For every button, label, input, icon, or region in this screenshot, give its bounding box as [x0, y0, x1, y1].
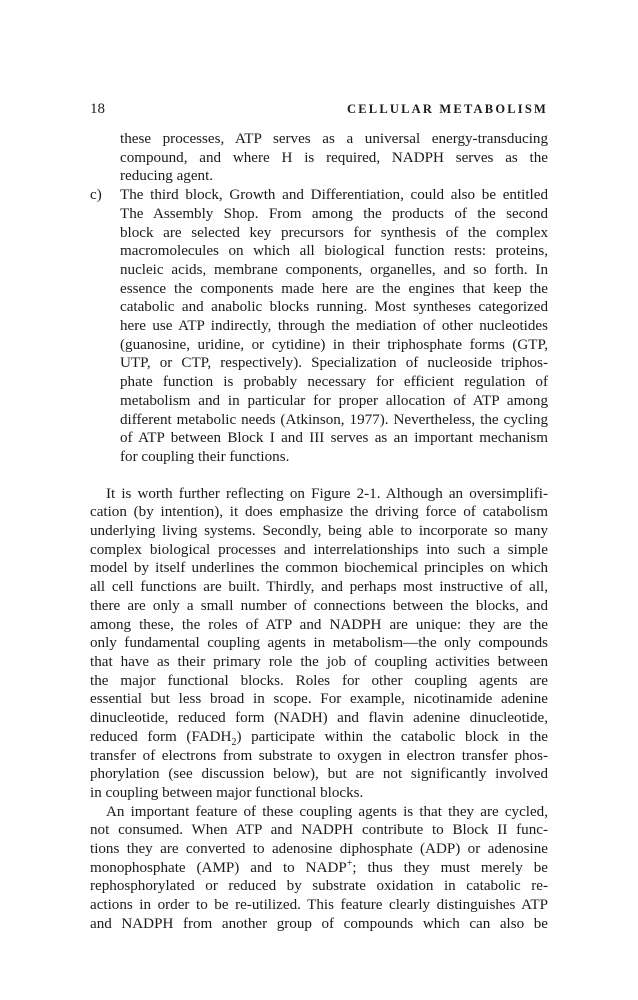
text-line: dinucleotide, reduced form (NADH) and flavin adenine dinucleotide, [90, 710, 548, 727]
text-line: cation (by intention), it does emphasize the driving force of catabolism [90, 504, 548, 521]
text-line: these processes, ATP serves as a universal energy-transducing [120, 131, 548, 147]
text-line: for coupling their functions. [120, 448, 290, 465]
text-line: actions in order to be re-utilized. This feature clearly distinguishes ATP [90, 897, 548, 914]
text-line: of ATP between Block I and III serves as an important mechanism [120, 430, 548, 447]
text-line: tions they are converted to adenosine diphosphate (ADP) or adenosine [90, 841, 548, 858]
text-line: macromolecules on which all biological function rests: proteins, [120, 243, 548, 260]
body-paragraph-1 [90, 485, 548, 803]
text-line: (guanosine, uridine, or cytidine) in their triphosphate forms (GTP, [120, 336, 548, 353]
body-paragraph-2 [90, 803, 548, 934]
list-item-c [90, 186, 548, 467]
text-fragment: ; thus they must merely be [352, 859, 549, 876]
running-header [90, 100, 548, 122]
text-line: and NADPH from another group of compounds which can also be [90, 915, 548, 932]
text-line: different metabolic needs (Atkinson, 1977). Nevertheless, the cycling [120, 411, 548, 428]
text-line: essential but less broad in scope. For example, nicotinamide adenine [90, 691, 548, 708]
running-title: CELLULAR METABOLISM [347, 102, 548, 116]
text-line-fadh2 [90, 728, 548, 747]
text-line: reducing agent. [120, 168, 214, 185]
page-number: 18 [90, 101, 105, 117]
text-line: It is worth further reflecting on Figure 2-1. Although an oversimplifi- [106, 485, 548, 502]
text-line: underlying living systems. Secondly, being able to incorporate so many [90, 523, 548, 540]
text-line: in coupling between major functional blocks. [90, 784, 364, 801]
text-line: essence the components made here are the engines that keep the [120, 280, 548, 297]
text-line: The Assembly Shop. From among the products of the second [120, 205, 548, 222]
text-line-nadp [90, 859, 548, 878]
superscript-plus: + [346, 857, 353, 869]
text-line: phorylation (see discussion below), but are not significantly involved [90, 766, 548, 783]
text-line: The third block, Growth and Differentiation, could also be entitled [120, 187, 548, 204]
text-line: transfer of electrons from substrate to oxygen in electron transfer phos- [90, 747, 548, 764]
text-line: rephosphorylated or reduced by substrate oxidation in catabolic re- [90, 878, 548, 895]
text-line: block are selected key precursors for synthesis of the complex [120, 224, 548, 241]
list-marker: c) [90, 187, 102, 204]
text-line: not consumed. When ATP and NADPH contribute to Block II func- [90, 822, 548, 839]
text-fragment: monophosphate (AMP) and to NADP [90, 859, 347, 876]
text-line: only fundamental coupling agents in metabolism—the only compounds [90, 635, 548, 652]
book-page [90, 100, 548, 934]
text-line: nucleic acids, membrane components, organelles, and so forth. In [120, 261, 548, 278]
text-line: all cell functions are built. Thirdly, and perhaps most instructive of all, [90, 579, 548, 596]
text-line: compound, and where H is required, NADPH serves as the [120, 149, 548, 166]
list-item-b-continuation [120, 130, 548, 186]
text-fragment: ) participate within the catabolic block in the [236, 728, 548, 745]
text-fragment: reduced form (FADH [90, 728, 232, 745]
text-line: metabolism and in particular for proper allocation of ATP among [120, 392, 548, 409]
text-line: UTP, or CTP, respectively). Specialization of nucleoside triphos- [120, 355, 548, 372]
text-line: there are only a small number of connections between the blocks, and [90, 597, 548, 614]
text-line: complex biological processes and interrelationships into such a simple [90, 541, 548, 558]
text-line: An important feature of these coupling agents is that they are cycled, [106, 803, 548, 820]
text-line: catabolic and anabolic blocks running. Most syntheses categorized [120, 299, 548, 316]
list-item-c-text [120, 186, 548, 467]
text-line: model by itself underlines the common biochemical principles on which [90, 560, 548, 577]
text-line: phate function is probably necessary for efficient regulation of [120, 374, 548, 391]
text-line: that have as their primary role the job of coupling activities between [90, 653, 548, 670]
text-line: here use ATP indirectly, through the mediation of other nucleotides [120, 318, 548, 335]
subscript-2: 2 [231, 736, 237, 748]
text-line: the major functional blocks. Roles for other coupling agents are [90, 672, 548, 689]
text-line: among these, the roles of ATP and NADPH are unique: they are the [90, 616, 548, 633]
